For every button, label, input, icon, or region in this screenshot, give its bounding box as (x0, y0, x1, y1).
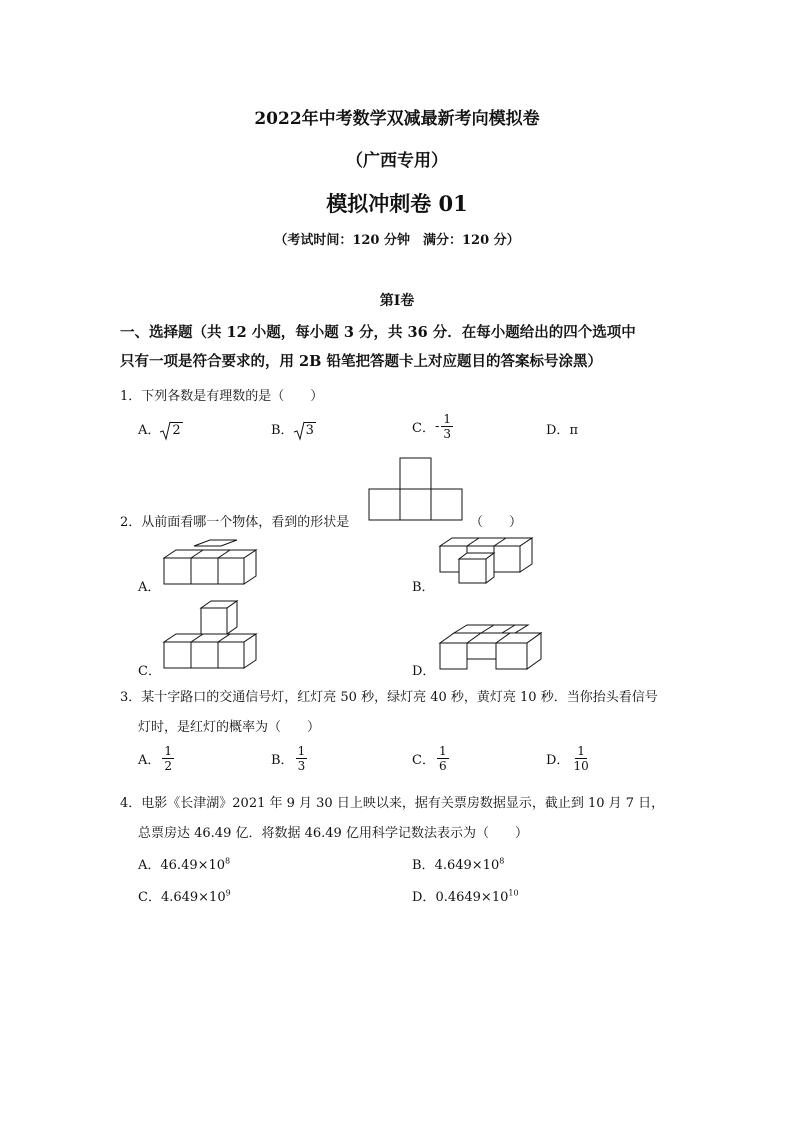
option-label: B． (412, 858, 435, 873)
q3-option-a (138, 744, 174, 773)
base: 4.649×10 (160, 890, 226, 905)
q3-option-d (546, 744, 591, 773)
pi-value: π (569, 423, 578, 438)
instructions-line-1: 一、选择题（共 12 小题，每小题 3 分，共 36 分．在每小题给出的四个选项中 (120, 324, 636, 341)
q2-option-d-solid (440, 625, 544, 671)
radicand: 2 (172, 423, 181, 438)
radicand: 3 (305, 423, 314, 438)
q2-option-a-label: A． (138, 580, 161, 595)
q4-line-2: 总票房达 46.49 亿．将数据 46.49 亿用科学记数法表示为（ ） (138, 826, 528, 841)
option-label: C． (412, 753, 435, 768)
q4-option-d (412, 886, 519, 905)
denominator: 3 (297, 759, 306, 773)
option-label: D． (546, 423, 570, 438)
q4-option-b (412, 854, 504, 873)
option-label: D． (412, 890, 436, 905)
q2-option-c-solid (164, 600, 264, 670)
q4-line-1: 4．电影《长津湖》2021 年 9 月 30 日上映以来，据有关票房数据显示，截止到 10 月 7 日， (120, 796, 665, 811)
section-title: 第Ⅰ卷 (379, 293, 415, 309)
base: 0.4649×10 (435, 890, 509, 905)
exponent: 8 (225, 856, 231, 866)
numerator: 1 (577, 744, 585, 758)
denominator: 6 (438, 759, 447, 773)
numerator: 1 (438, 744, 447, 758)
numerator: 1 (443, 412, 451, 426)
option-label: D． (546, 753, 570, 768)
front-view-figure (369, 457, 463, 521)
q1-option-d (546, 419, 578, 438)
instructions-line-2: 只有一项是符合要求的，用 2B 铅笔把答题卡上对应题目的答案标号涂黑） (120, 353, 602, 370)
option-label: C． (412, 421, 435, 436)
exponent: 8 (499, 856, 505, 866)
q2-option-c-label: C． (138, 664, 161, 679)
q2-option-b-solid (440, 538, 540, 584)
denominator: 3 (443, 427, 451, 441)
q2-option-b-label: B． (412, 580, 435, 595)
fraction (296, 744, 308, 773)
denominator: 2 (164, 759, 173, 773)
base: 4.649×10 (434, 858, 500, 873)
q4-option-a (138, 854, 230, 873)
option-label: A． (138, 858, 161, 873)
q1-option-a (138, 419, 183, 440)
q3-option-c (412, 744, 449, 773)
exam-region: （广西专用） (346, 151, 448, 171)
q1-option-c (412, 412, 453, 441)
fraction (571, 744, 590, 773)
q1-stem: 1．下列各数是有理数的是（ ） (120, 389, 324, 404)
numerator: 1 (164, 744, 173, 758)
q3-option-b (271, 744, 307, 773)
option-label: C． (138, 890, 161, 905)
fraction (437, 744, 449, 773)
exponent: 9 (225, 888, 231, 898)
denominator: 10 (573, 759, 589, 773)
exam-info: （考试时间：120 分钟 满分：120 分） (274, 233, 520, 248)
q1-option-b (271, 419, 316, 440)
sqrt-symbol (294, 422, 304, 440)
sqrt-symbol (160, 422, 170, 440)
q3-line-1: 3．某十字路口的交通信号灯，红灯亮 50 秒，绿灯亮 40 秒，黄灯亮 10 秒．当你抬头看信号 (120, 690, 658, 705)
option-label: A． (138, 423, 161, 438)
minus-sign: - (434, 419, 440, 434)
q2-option-a-solid (164, 540, 264, 586)
q4-option-c (138, 886, 231, 905)
q2-stem: 2．从前面看哪一个物体，看到的形状是 (120, 515, 350, 530)
option-label: B． (271, 753, 294, 768)
numerator: 1 (297, 744, 306, 758)
q3-line-2: 灯时，是红灯的概率为（ ） (138, 720, 321, 735)
q2-option-d-label: D． (412, 664, 436, 679)
option-label: B． (271, 423, 294, 438)
fraction (162, 744, 174, 773)
fraction (441, 412, 453, 441)
exam-title: 2022年中考数学双减最新考向模拟卷 (254, 109, 540, 129)
exponent: 10 (508, 888, 519, 898)
base: 46.49×10 (160, 858, 226, 873)
option-label: A． (138, 753, 161, 768)
paper-title: 模拟冲刺卷 01 (326, 191, 468, 216)
q2-paren: （ ） (470, 515, 523, 530)
